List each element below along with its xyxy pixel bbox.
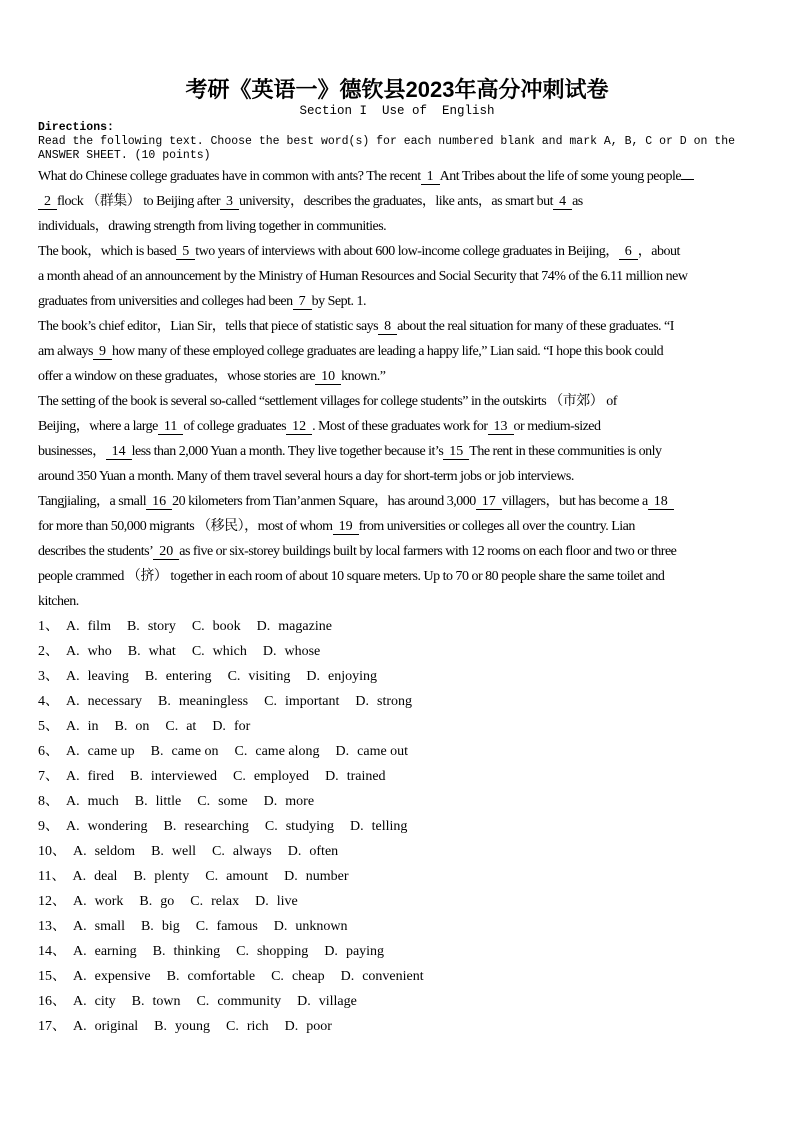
option-text: often: [309, 844, 339, 859]
blank-16: 16: [146, 494, 172, 510]
option-text: magazine: [278, 619, 332, 634]
option-letter: A.: [66, 619, 80, 634]
option-text: unknown: [295, 919, 348, 934]
option-letter: D.: [340, 969, 355, 984]
option-A: [73, 894, 123, 909]
question-row-13: [38, 914, 756, 939]
option-text: seldom: [94, 844, 136, 859]
option-text: came out: [357, 744, 409, 759]
option-C: [197, 794, 247, 809]
option-C: [190, 894, 239, 909]
option-A: [66, 669, 129, 684]
option-text: thinking: [173, 944, 221, 959]
option-letter: D.: [255, 894, 269, 909]
passage-line: The book’s chief editor，Lian Sir，tells that piece of statistic says 8 about the real situation for many of these graduates. “I: [38, 319, 674, 334]
option-B: [130, 769, 217, 784]
option-letter: C.: [212, 844, 225, 859]
option-letter: B.: [152, 944, 166, 959]
option-D: [297, 994, 357, 1009]
option-letter: B.: [154, 1019, 168, 1034]
passage-line: 2 flock （群集） to Beijing after 3 university，describes the graduates，like ants，as smart but 4 as: [38, 189, 756, 214]
passage-line: a month ahead of an announcement by the Ministry of Human Resources and Social Security that 74% of the 6.11 million new: [38, 269, 688, 284]
option-text: book: [212, 619, 241, 634]
directions-label: Directions:: [38, 121, 114, 134]
question-number: 15、: [38, 969, 66, 984]
option-A: [66, 644, 112, 659]
question-number: 17、: [38, 1019, 66, 1034]
question-number: 4、: [38, 694, 59, 709]
option-letter: A.: [66, 794, 80, 809]
option-letter: C.: [264, 819, 278, 834]
option-letter: A.: [73, 969, 87, 984]
option-letter: C.: [191, 644, 205, 659]
passage-line: offer a window on these graduates，whose stories are 10 known.”: [38, 369, 386, 384]
option-letter: B.: [151, 844, 164, 859]
option-D: [255, 894, 298, 909]
option-A: [66, 619, 111, 634]
option-letter: A.: [66, 744, 80, 759]
option-D: [263, 644, 320, 659]
blank-10: 10: [315, 369, 341, 385]
option-letter: B.: [166, 969, 180, 984]
option-text: on: [135, 719, 150, 734]
option-text: necessary: [87, 694, 143, 709]
option-letter: A.: [73, 844, 87, 859]
option-B: [158, 694, 248, 709]
question-row-10: [38, 839, 756, 864]
passage-line: individuals，drawing strength from living together in communities.: [38, 219, 387, 234]
option-letter: C.: [226, 1019, 239, 1034]
option-D: [350, 819, 407, 834]
option-B: [127, 619, 176, 634]
option-text: fired: [87, 769, 115, 784]
option-letter: A.: [73, 944, 87, 959]
option-letter: C.: [197, 794, 211, 809]
option-text: famous: [216, 919, 258, 934]
passage: [38, 164, 756, 614]
directions-line-2: ANSWER SHEET. (10 points): [38, 149, 211, 162]
blank-20: 20: [153, 544, 179, 560]
question-number: 2、: [38, 644, 59, 659]
question-row-11: [38, 864, 756, 889]
option-letter: C.: [205, 869, 219, 884]
option-A: [66, 719, 99, 734]
option-text: cheap: [291, 969, 325, 984]
option-letter: A.: [73, 994, 87, 1009]
option-letter: D.: [306, 669, 321, 684]
blank-8: 8: [378, 319, 397, 335]
option-A: [73, 969, 151, 984]
option-text: convenient: [362, 969, 424, 984]
question-number: 5、: [38, 719, 59, 734]
option-D: [284, 869, 348, 884]
directions-block: [38, 121, 756, 163]
option-letter: A.: [73, 1019, 87, 1034]
option-letter: D.: [349, 819, 364, 834]
option-C: [196, 994, 281, 1009]
question-number: 14、: [38, 944, 66, 959]
passage-line: The setting of the book is several so-called “settlement villages for college students” in the outskirts （市郊） of: [38, 394, 617, 409]
blank-7: 7: [293, 294, 312, 310]
option-B: [154, 1019, 210, 1034]
option-B: [141, 919, 180, 934]
question-list: [38, 614, 756, 1039]
blank-15: 15: [443, 444, 469, 460]
option-letter: A.: [66, 819, 80, 834]
option-letter: C.: [271, 969, 284, 984]
option-letter: B.: [134, 794, 148, 809]
blank-14: 14: [106, 444, 132, 460]
option-D: [212, 719, 250, 734]
option-C: [236, 944, 308, 959]
option-letter: A.: [66, 694, 80, 709]
option-text: story: [147, 619, 176, 634]
question-number: 12、: [38, 894, 66, 909]
option-letter: A.: [66, 669, 80, 684]
option-letter: B.: [131, 994, 145, 1009]
option-text: more: [285, 794, 315, 809]
option-A: [73, 994, 116, 1009]
option-B: [132, 994, 181, 1009]
option-letter: D.: [284, 1019, 299, 1034]
question-number: 3、: [38, 669, 59, 684]
option-letter: A.: [73, 894, 87, 909]
option-letter: B.: [144, 669, 158, 684]
option-letter: D.: [297, 994, 311, 1009]
option-letter: B.: [114, 719, 128, 734]
option-text: enjoying: [328, 669, 378, 684]
option-text: came up: [87, 744, 135, 759]
passage-line: businesses， 14 less than 2,000 Yuan a month. They live together because it’s 15 The rent in these communities is only: [38, 444, 662, 459]
option-text: rich: [246, 1019, 269, 1034]
option-text: interviewed: [150, 769, 217, 784]
option-C: [233, 769, 309, 784]
option-text: whose: [284, 644, 321, 659]
option-letter: B.: [140, 919, 154, 934]
question-row-9: [38, 814, 756, 839]
option-text: came on: [171, 744, 219, 759]
option-A: [73, 919, 125, 934]
question-number: 6、: [38, 744, 59, 759]
passage-line: graduates from universities and colleges had been 7 by Sept. 1.: [38, 294, 367, 309]
option-B: [145, 669, 212, 684]
option-C: [271, 969, 325, 984]
blank-11: 11: [158, 419, 183, 435]
option-letter: C.: [234, 744, 248, 759]
passage-line: Beijing，where a large 11 of college graduates 12 . Most of these graduates work for 13 or medium-sized: [38, 419, 601, 434]
question-number: 1、: [38, 619, 59, 634]
option-letter: D.: [325, 769, 339, 784]
option-D: [288, 844, 338, 859]
option-text: expensive: [94, 969, 151, 984]
option-text: who: [87, 644, 112, 659]
passage-line: around 350 Yuan a month. Many of them travel several hours a day for short-term jobs or job interviews.: [38, 469, 574, 484]
option-B: [164, 819, 249, 834]
passage-line: people crammed （挤） together in each room of about 10 square meters. Up to 70 or 80 people share the same toilet and: [38, 569, 665, 584]
option-letter: D.: [256, 619, 271, 634]
blank-19: 19: [333, 519, 359, 535]
option-text: leaving: [87, 669, 129, 684]
option-A: [66, 744, 135, 759]
option-letter: C.: [264, 694, 277, 709]
option-letter: C.: [190, 894, 204, 909]
question-row-4: [38, 689, 756, 714]
option-C: [196, 919, 258, 934]
option-A: [66, 694, 142, 709]
blank-3: 3: [220, 194, 239, 210]
question-row-16: [38, 989, 756, 1014]
option-letter: A.: [66, 719, 80, 734]
passage-line: Tangjialing，a small 16 20 kilometers from Tian’anmen Square，has around 3,000 17 villagers，but has become a 18: [38, 489, 756, 514]
option-text: visiting: [248, 669, 291, 684]
option-letter: A.: [73, 919, 87, 934]
option-text: strong: [377, 694, 413, 709]
option-A: [66, 794, 119, 809]
option-D: [257, 619, 332, 634]
option-text: earning: [94, 944, 137, 959]
option-D: [355, 694, 412, 709]
blank-9: 9: [93, 344, 112, 360]
option-text: number: [305, 869, 349, 884]
option-B: [153, 944, 221, 959]
option-C: [192, 619, 241, 634]
option-text: telling: [371, 819, 408, 834]
option-text: always: [232, 844, 272, 859]
option-text: studying: [285, 819, 334, 834]
option-letter: C.: [233, 769, 246, 784]
option-A: [66, 769, 114, 784]
option-C: [192, 644, 247, 659]
page-title: 考研《英语一》德钦县2023年高分冲刺试卷: [185, 77, 609, 102]
option-text: go: [160, 894, 175, 909]
option-A: [73, 1019, 138, 1034]
option-letter: A.: [66, 644, 80, 659]
option-D: [274, 919, 348, 934]
passage-line: The book，which is based 5 two years of interviews with about 600 low-income college graduates in Beijing， 6 ，about: [38, 244, 680, 259]
blank-2: 2: [38, 194, 57, 210]
option-B: [135, 794, 182, 809]
option-text: what: [148, 644, 176, 659]
option-letter: B.: [163, 819, 177, 834]
option-letter: B.: [139, 894, 153, 909]
option-text: employed: [253, 769, 310, 784]
option-text: much: [87, 794, 119, 809]
option-text: plenty: [154, 869, 190, 884]
option-letter: B.: [126, 619, 140, 634]
option-C: [228, 669, 291, 684]
option-text: shopping: [256, 944, 309, 959]
option-D: [324, 944, 384, 959]
option-text: film: [87, 619, 111, 634]
option-C: [235, 744, 320, 759]
option-C: [212, 844, 272, 859]
option-text: entering: [165, 669, 212, 684]
option-text: young: [175, 1019, 211, 1034]
option-letter: C.: [236, 944, 249, 959]
passage-line: kitchen.: [38, 594, 79, 609]
blank-18: 18: [648, 494, 674, 510]
option-text: city: [94, 994, 116, 1009]
passage-line: describes the students’ 20 as five or six-storey buildings built by local farmers with 12 rooms on each floor and two or three: [38, 544, 677, 559]
option-text: came along: [255, 744, 320, 759]
question-number: 7、: [38, 769, 59, 784]
option-text: live: [276, 894, 298, 909]
option-text: poor: [306, 1019, 332, 1034]
option-text: small: [94, 919, 125, 934]
question-row-1: [38, 614, 756, 639]
question-row-6: [38, 739, 756, 764]
question-row-8: [38, 789, 756, 814]
option-letter: D.: [212, 719, 226, 734]
option-text: comfortable: [187, 969, 256, 984]
option-letter: D.: [355, 694, 370, 709]
option-letter: B.: [133, 869, 147, 884]
blank-4: 4: [553, 194, 572, 210]
option-C: [265, 819, 334, 834]
question-row-3: [38, 664, 756, 689]
question-row-14: [38, 939, 756, 964]
option-text: village: [318, 994, 357, 1009]
question-row-5: [38, 714, 756, 739]
option-letter: A.: [66, 769, 80, 784]
option-C: [165, 719, 196, 734]
blank-underline: [681, 176, 694, 180]
option-letter: B.: [150, 744, 164, 759]
option-B: [139, 894, 174, 909]
option-A: [66, 819, 148, 834]
option-text: relax: [211, 894, 240, 909]
option-text: trained: [346, 769, 386, 784]
question-row-17: [38, 1014, 756, 1039]
option-letter: B.: [158, 694, 171, 709]
option-text: work: [94, 894, 124, 909]
option-A: [73, 944, 137, 959]
option-letter: D.: [335, 744, 350, 759]
option-D: [285, 1019, 332, 1034]
question-number: 16、: [38, 994, 66, 1009]
question-number: 13、: [38, 919, 66, 934]
option-text: researching: [184, 819, 249, 834]
question-row-7: [38, 764, 756, 789]
blank-12: 12: [286, 419, 312, 435]
option-D: [306, 669, 377, 684]
option-text: important: [284, 694, 340, 709]
option-letter: D.: [287, 844, 302, 859]
option-text: at: [186, 719, 197, 734]
question-number: 9、: [38, 819, 59, 834]
passage-line: am always 9 how many of these employed college graduates are leading a happy life,” Lian said. “I hope this book could: [38, 344, 664, 359]
question-row-12: [38, 889, 756, 914]
option-letter: D.: [324, 944, 338, 959]
option-text: some: [218, 794, 248, 809]
option-text: amount: [226, 869, 269, 884]
option-D: [336, 744, 409, 759]
blank-1: 1: [421, 169, 440, 185]
section-heading: Section I Use of English: [299, 104, 495, 118]
option-C: [226, 1019, 269, 1034]
option-D: [341, 969, 424, 984]
option-letter: D.: [263, 794, 278, 809]
option-text: for: [233, 719, 251, 734]
option-text: big: [161, 919, 180, 934]
directions-line-1: Read the following text. Choose the best word(s) for each numbered blank and mark A, B, C or D on the: [38, 135, 736, 148]
option-D: [325, 769, 386, 784]
option-B: [167, 969, 255, 984]
blank-6: 6: [619, 244, 638, 260]
option-letter: C.: [191, 619, 205, 634]
option-text: paying: [345, 944, 385, 959]
option-letter: D.: [262, 644, 277, 659]
option-text: in: [87, 719, 99, 734]
blank-13: 13: [488, 419, 514, 435]
option-text: little: [155, 794, 182, 809]
option-letter: C.: [165, 719, 179, 734]
option-text: town: [152, 994, 181, 1009]
option-B: [151, 844, 196, 859]
option-A: [73, 844, 135, 859]
question-number: 8、: [38, 794, 59, 809]
option-C: [205, 869, 268, 884]
option-text: deal: [94, 869, 118, 884]
question-number: 11、: [38, 869, 66, 884]
option-C: [264, 694, 339, 709]
blank-5: 5: [176, 244, 195, 260]
option-letter: C.: [195, 919, 209, 934]
option-text: well: [171, 844, 197, 859]
option-text: wondering: [87, 819, 148, 834]
option-text: meaningless: [178, 694, 249, 709]
option-B: [133, 869, 189, 884]
option-text: which: [212, 644, 247, 659]
passage-line: What do Chinese college graduates have in common with ants? The recent 1 Ant Tribes about the life of some young people: [38, 164, 756, 189]
option-letter: D.: [273, 919, 288, 934]
passage-line: for more than 50,000 migrants （移民），most of whom 19 from universities or colleges all over the country. Lian: [38, 519, 635, 534]
option-D: [264, 794, 314, 809]
option-letter: C.: [227, 669, 241, 684]
option-B: [115, 719, 150, 734]
option-text: community: [217, 994, 282, 1009]
option-A: [72, 869, 117, 884]
option-text: original: [94, 1019, 139, 1034]
option-letter: B.: [130, 769, 143, 784]
option-B: [128, 644, 176, 659]
option-B: [151, 744, 219, 759]
option-letter: C.: [196, 994, 210, 1009]
question-number: 10、: [38, 844, 66, 859]
option-letter: D.: [284, 869, 298, 884]
blank-17: 17: [476, 494, 502, 510]
question-row-2: [38, 639, 756, 664]
option-letter: A.: [72, 869, 87, 884]
option-letter: B.: [127, 644, 141, 659]
question-row-15: [38, 964, 756, 989]
